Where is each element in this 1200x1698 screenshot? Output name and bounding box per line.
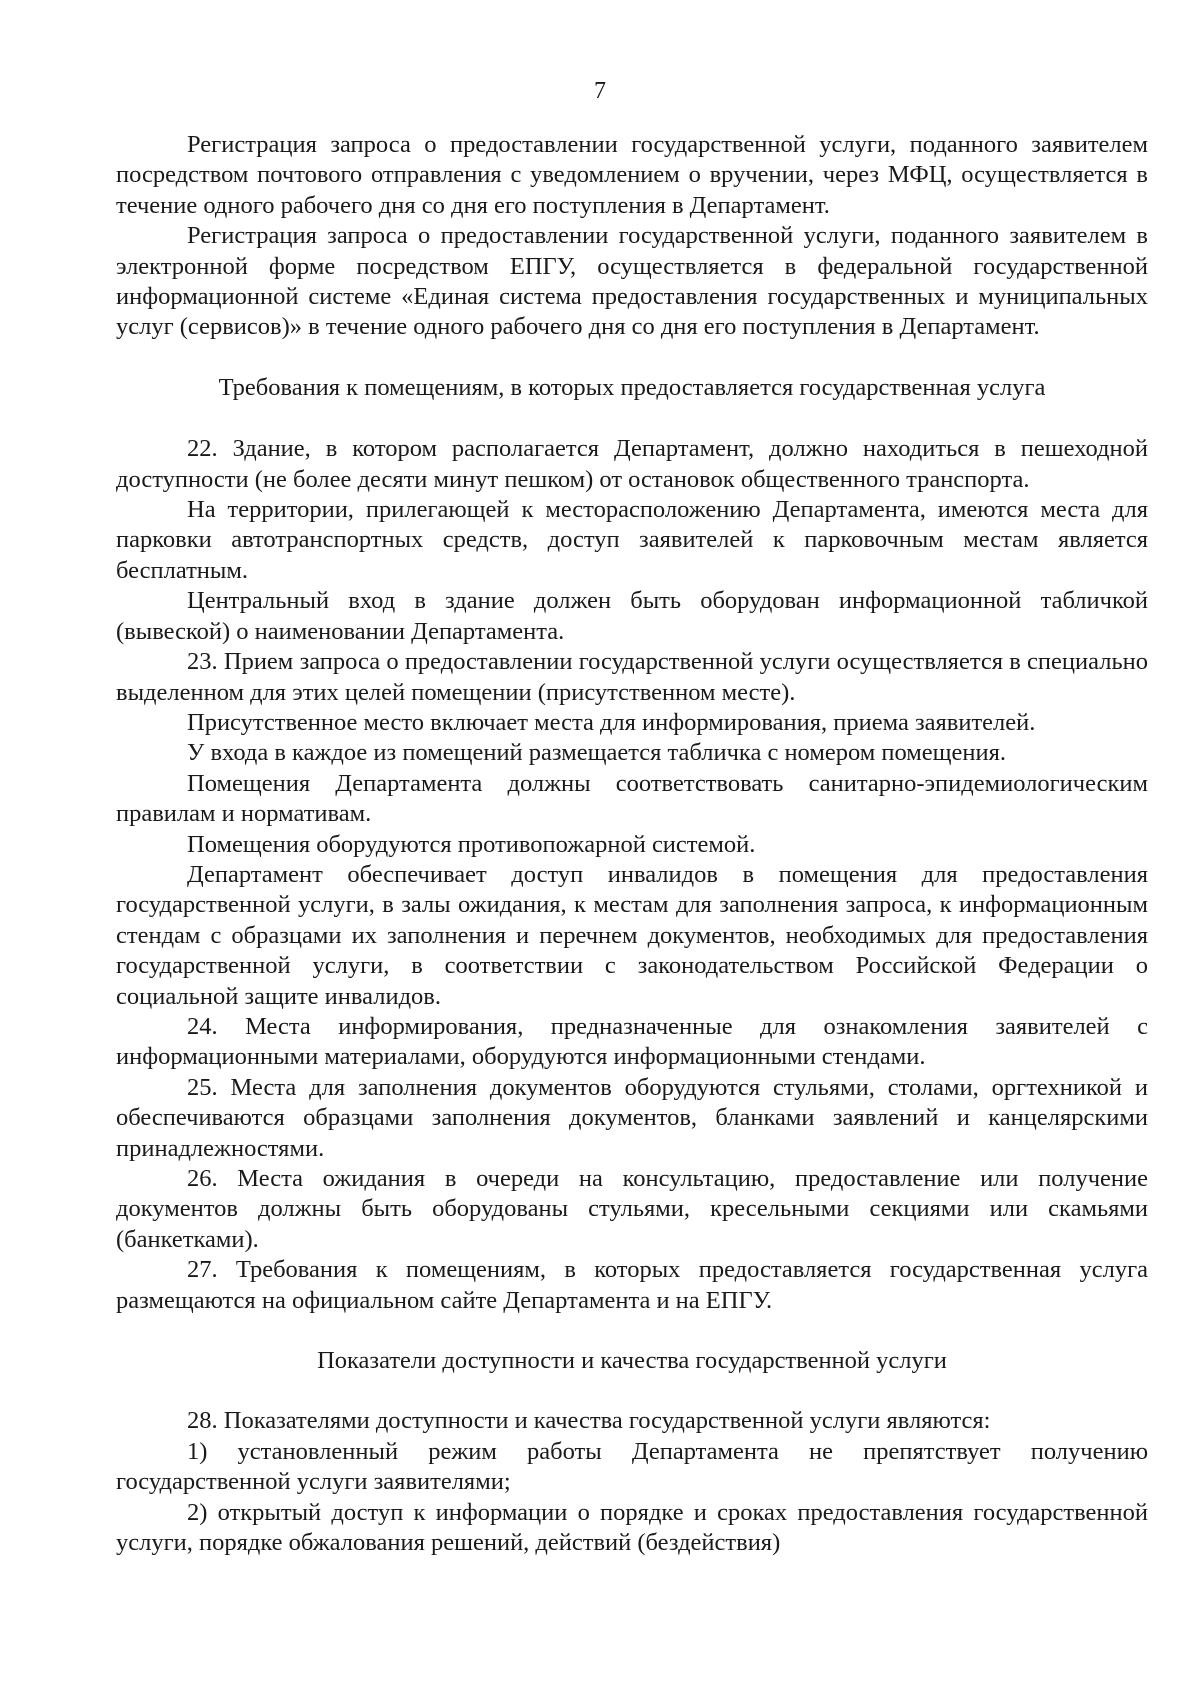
paragraph-28: 28. Показателями доступности и качества государственной услуги являются: — [187, 1407, 991, 1435]
paragraph-22: 22. Здание, в котором располагается Департамент, должно находиться в пешеходной доступности (не более десяти минут пешком) от остановок общественного транспорта. — [116, 435, 1148, 493]
paragraph-24: 24. Места информирования, предназначенные для ознакомления заявителей с информационными материалами, оборудуются информационными стендами. — [116, 1012, 1148, 1071]
paragraph-presence-place: Присутственное место включает места для информирования, приема заявителей. — [187, 708, 1036, 736]
paragraph-registration-mail: Регистрация запроса о предоставлении государственной услуги, поданного заявителем посредством почтового отправления с уведомлением о вручении, через МФЦ, осуществляется в течение одного рабочего дня со дня его поступления в Департамент. — [116, 131, 1148, 219]
page-number: 7 — [594, 78, 606, 104]
section-heading-indicators: Показатели доступности и качества государственной услуги — [317, 1347, 947, 1375]
paragraph-sanitary: Помещения Департамента должны соответствовать санитарно-эпидемиологическим правилам и нормативам. — [116, 769, 1148, 828]
paragraph-entrance-sign: Центральный вход в здание должен быть оборудован информационной табличкой (вывеской) о наименовании Департамента. — [116, 587, 1148, 645]
paragraph-parking: На территории, прилегающей к месторасположению Департамента, имеются места для парковки автотранспортных средств, доступ заявителей к парковочным местам является бесплатным. — [116, 496, 1148, 584]
paragraph-27: 27. Требования к помещениям, в которых предоставляется государственная услуга размещаются на официальном сайте Департамента и на ЕПГУ. — [116, 1256, 1148, 1314]
paragraph-registration-electronic: Регистрация запроса о предоставлении государственной услуги, поданного заявителем в электронной форме посредством ЕПГУ, осуществляется в федеральной государственной информационной системе «Единая система предоставления государственных и муниципальных услуг (сервисов)» в течение одного рабочего дня со дня его поступления в Департамент. — [116, 222, 1148, 341]
document-body — [116, 130, 1148, 1558]
paragraph-fire-system: Помещения оборудуются противопожарной системой. — [187, 830, 756, 858]
section-heading-premises: Требования к помещениям, в которых предоставляется государственная услуга — [218, 373, 1046, 401]
paragraph-disabled-access: Департамент обеспечивает доступ инвалидов в помещения для предоставления государственной услуги, в залы ожидания, к местам для заполнения запроса, к информационным стендам с образцами их заполнения и перечнем документов, необходимых для предоставления государственной услуги, в соответствии с законодательством Российской Федерации о социальной защите инвалидов. — [116, 860, 1148, 1010]
paragraph-23: 23. Прием запроса о предоставлении государственной услуги осуществляется в специально выделенном для этих целей помещении (присутственном месте). — [116, 648, 1148, 706]
paragraph-room-sign: У входа в каждое из помещений размещается табличка с номером помещения. — [187, 739, 1007, 767]
paragraph-26: 26. Места ожидания в очереди на консультацию, предоставление или получение документов должны быть оборудованы стульями, кресельными секциями или скамьями (банкетками). — [116, 1165, 1148, 1253]
paragraph-25: 25. Места для заполнения документов оборудуются стульями, столами, оргтехникой и обеспечиваются образцами заполнения документов, бланками заявлений и канцелярскими принадлежностями. — [116, 1073, 1148, 1162]
list-item-2: 2) открытый доступ к информации о порядке и сроках предоставления государственной услуги, порядке обжалования решений, действий (бездействия) — [116, 1498, 1148, 1557]
list-item-1: 1) установленный режим работы Департамента не препятствует получению государственной услуги заявителями; — [116, 1437, 1148, 1496]
